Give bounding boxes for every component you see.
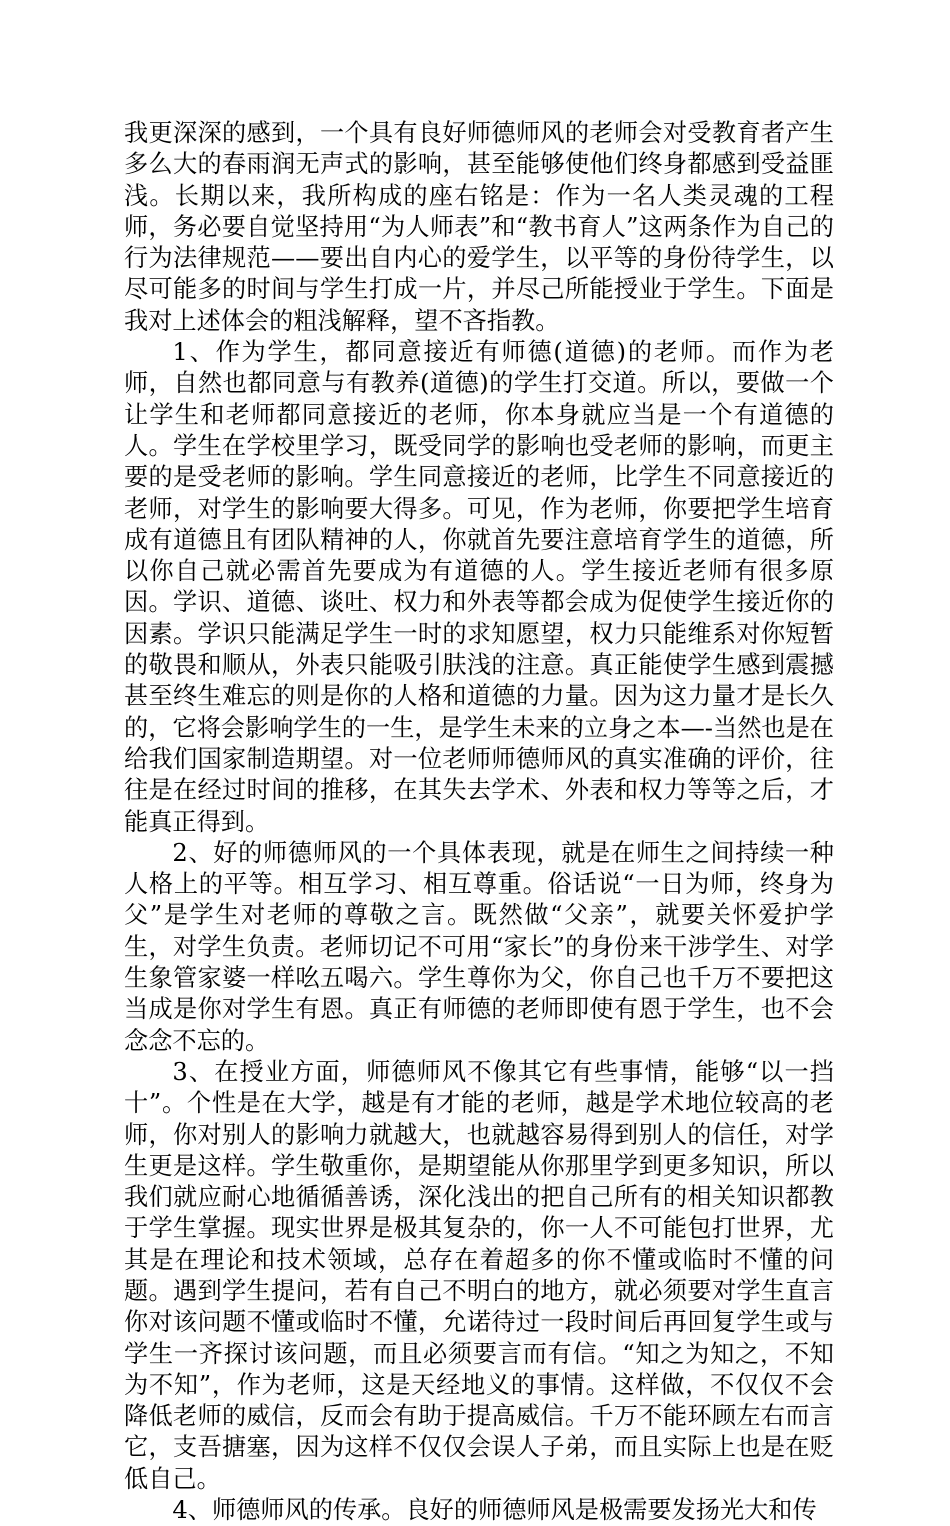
paragraph-intro: 我更深深的感到，一个具有良好师德师风的老师会对受教育者产生多么大的春雨润无声式的影响，甚至能够使他们终身都感到受益匪浅。长期以来，我所构成的座右铭是：作为一名人类灵魂的工程师，务必要自觉坚持用“为人师表”和“教书育人”这两条作为自己的行为法律规范——要出自内心的爱学生，以平等的身份待学生，以尽可能多的时间与学生打成一片，并尽己所能授业于学生。下面是我对上述体会的粗浅解释，望不吝指教。 — [124, 119, 834, 335]
paragraph-point-4: 4、师德师风的传承。良好的师德师风是极需要发扬光大和传 — [172, 1496, 817, 1525]
paragraph-point-1: 1、作为学生，都同意接近有师德(道德)的老师。而作为老师，自然也都同意与有教养(道德)的学生打交道。所以，要做一个让学生和老师都同意接近的老师，你本身就应当是一个有道德的人。学生在学校里学习，既受同学的影响也受老师的影响，而更主要的是受老师的影响。学生同意接近的老师，比学生不同意接近的老师，对学生的影响要大得多。可见，作为老师，你要把学生培育成有道德且有团队精神的人，你就首先要注意培育学生的道德，所以你自己就必需首先要成为有道德的人。学生接近老师有很多原因。学识、道德、谈吐、权力和外表等都会成为促使学生接近你的因素。学识只能满足学生一时的求知愿望，权力只能维系对你短暂的敬畏和顺从，外表只能吸引肤浅的注意。真正能使学生感到震撼甚至终生难忘的则是你的人格和道德的力量。因为这力量才是长久的，它将会影响学生的一生，是学生未来的立身之本—-当然也是在给我们国家制造期望。对一位老师师德师风的真实准确的评价，往往是在经过时间的推移，在其失去学术、外表和权力等等之后，才能真正得到。 — [124, 338, 834, 836]
document-page — [124, 118, 834, 1526]
paragraph-point-2: 2、好的师德师风的一个具体表现，就是在师生之间持续一种人格上的平等。相互学习、相互尊重。俗话说“一日为师，终身为父”是学生对老师的尊敬之言。既然做“父亲”，就要关怀爱护学生，对学生负责。老师切记不可用“家长”的身份来干涉学生、对学生象管家婆一样吆五喝六。学生尊你为父，你自己也千万不要把这当成是你对学生有恩。真正有师德的老师即使有恩于学生，也不会念念不忘的。 — [124, 838, 834, 1055]
paragraph-point-3: 3、在授业方面，师德师风不像其它有些事情，能够“以一挡十”。个性是在大学，越是有才能的老师，越是学术地位较高的老师，你对别人的影响力就越大，也就越容易得到别人的信任，对学生更是这样。学生敬重你，是期望能从你那里学到更多知识，所以我们就应耐心地循循善诱，深化浅出的把自己所有的相关知识都教于学生掌握。现实世界是极其复杂的，你一人不可能包打世界，尤其是在理论和技术领域，总存在着超多的你不懂或临时不懂的问题。遇到学生提问，若有自己不明白的地方，就必须要对学生直言你对该问题不懂或临时不懂，允诺待过一段时间后再回复学生或与学生一齐探讨该问题，而且必须要言而有信。“知之为知之，不知为不知”，作为老师，这是天经地义的事情。这样做，不仅仅不会降低老师的威信，反而会有助于提高威信。千万不能环顾左右而言它，支吾搪塞，因为这样不仅仅会误人子弟，而且实际上也是在贬低自己。 — [124, 1057, 834, 1493]
